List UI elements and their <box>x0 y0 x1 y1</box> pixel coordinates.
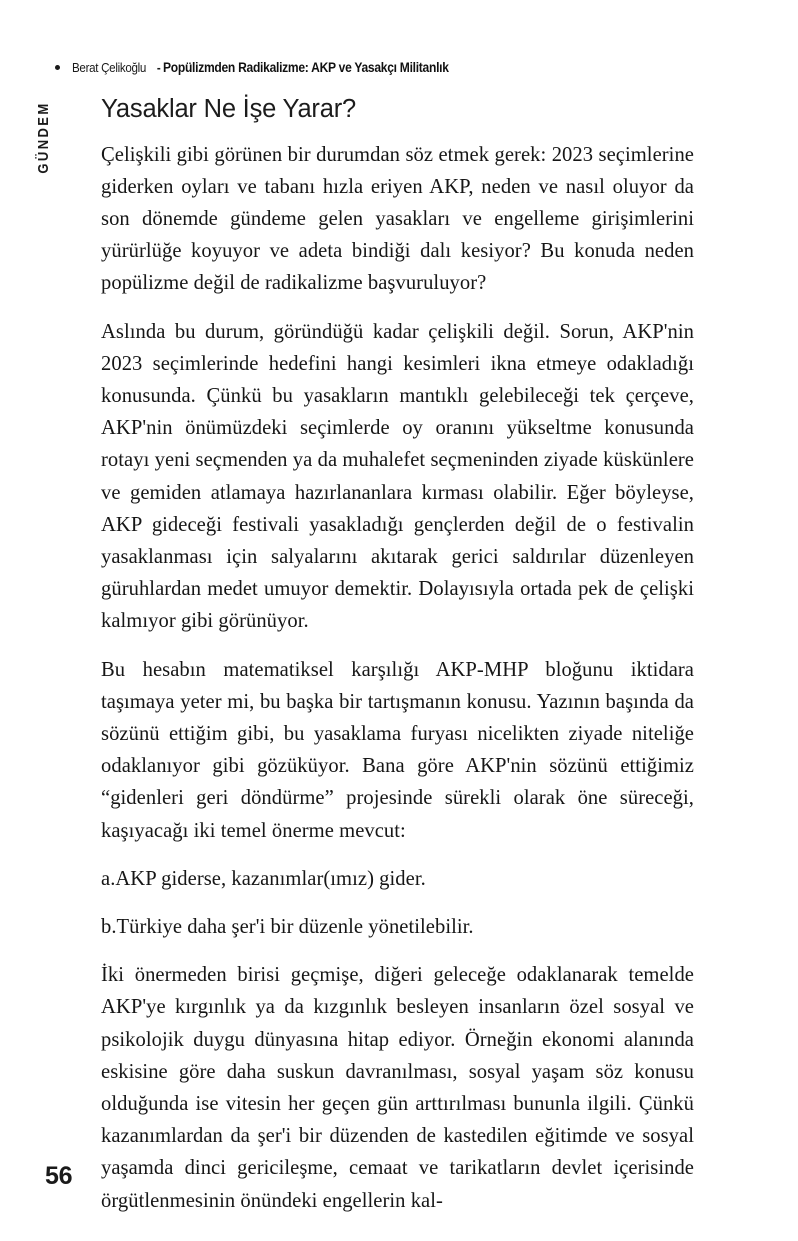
running-header <box>55 60 480 75</box>
section-marker <box>0 88 92 208</box>
body-paragraph: Bu hesabın matematiksel karşılığı AKP-MHP bloğunu iktidara taşımaya yeter mi, bu başka bir tartışmanın konusu. Yazının başında da sözünü ettiğim gibi, bu yasaklama furyası nicelikten ziyade niteliğe odaklanıyor gibi gözüküyor. Bana göre AKP'nin sözünü ettiğimiz “gidenleri geri döndürme” projesinde sürekli olarak öne süreceği, kaşıyacağı iki temel önerme mevcut: <box>101 658 694 842</box>
section-marker-label: GÜNDEM <box>34 101 52 174</box>
text-column <box>101 95 694 1217</box>
list-item: a.AKP giderse, kazanımlar(ımız) gider. <box>101 867 426 890</box>
page-title: Yasaklar Ne İşe Yarar? <box>101 95 356 123</box>
header-separator: - <box>157 60 161 75</box>
bullet-dot-icon <box>55 65 60 70</box>
body-paragraph: Aslında bu durum, göründüğü kadar çelişkili değil. Sorun, AKP'nin 2023 seçimlerinde hedefini hangi kesimleri ikna etmeye odakladığı konusunda. Çünkü bu yasakların mantıklı gelebileceği tek çerçeve, AKP'nin önümüzdeki seçimlerde oy oranını yükseltme konusunda rotayı yeni seçmenden ya da muhalefet seçmeninden ziyade küskünlere ve gemiden atlamaya hazırlananlara kırması olabilir. Eğer böyleyse, AKP gideceği festivali yasakladığı gençlerden değil de o festivalin yasaklanması için salyalarını akıtarak gerici saldırılar düzenleyen güruhlardan medet umuyor demektir. Dolayısıyla ortada pek de çelişki kalmıyor gibi görünüyor. <box>101 320 694 633</box>
header-article-title: Popülizmden Radikalizme: AKP ve Yasakçı Militanlık <box>162 60 449 75</box>
body-paragraph: Çelişkili gibi görünen bir durumdan söz etmek gerek: 2023 seçimlerine giderken oyları ve tabanı hızla eriyen AKP, neden ve nasıl oluyor da son dönemde gündeme gelen yasakları ve engelleme girişimlerini yürürlüğe koyuyor ve adeta bindiği dalı kesiyor? Bu konuda neden popülizme değil de radikalizme başvuruluyor? <box>101 143 694 295</box>
page-number: 56 <box>45 1162 73 1190</box>
body-paragraph: İki önermeden birisi geçmişe, diğeri geleceğe odaklanarak temelde AKP'ye kırgınlık ya da kızgınlık besleyen insanların özel sosyal ve psikolojik duygu dünyasına hitap ediyor. Örneğin ekonomi alanında eskisine göre daha suskun davranılması, sosyal yaşam söz konusu olduğunda ise vitesin her geçen gün arttırılması bununla ilgili. Çünkü kazanımlardan da şer'i bir düzenden de kastedilen eğitimde ve sosyal yaşamda dinci gericileşme, cemaat ve tarikatların devlet içerisinde örgütlenmesinin önündeki engellerin kal- <box>101 964 694 1212</box>
header-author-name: Berat Çelikoğlu <box>72 60 147 75</box>
list-item: b.Türkiye daha şer'i bir düzenle yönetilebilir. <box>101 916 474 939</box>
